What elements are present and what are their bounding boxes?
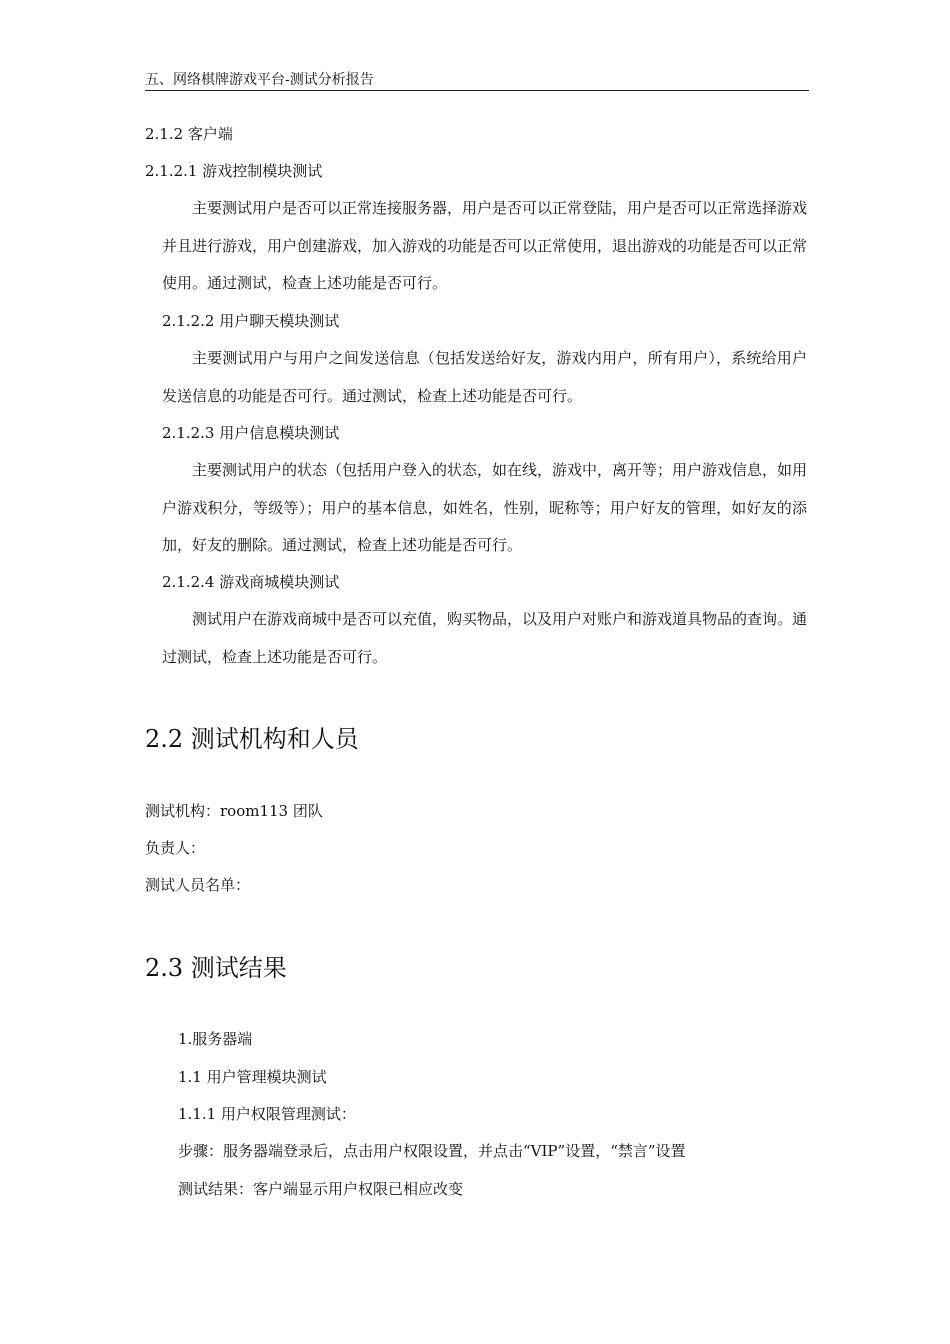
module-heading-game-control: 2.1.2.1 游戏控制模块测试 [145, 162, 323, 180]
result-outcome: 测试结果：客户端显示用户权限已相应改变 [178, 1180, 464, 1198]
result-item-user-management: 1.1 用户管理模块测试 [178, 1068, 327, 1086]
module-heading-user-chat: 2.1.2.2 用户聊天模块测试 [162, 312, 340, 330]
module-body-game-control: 主要测试用户是否可以正常连接服务器，用户是否可以正常登陆，用户是否可以正常选择游戏并且进行游戏，用户创建游戏，加入游戏的功能是否可以正常使用，退出游戏的功能是否可以正常使用。通过测试，检查上述功能是否可行。 [162, 199, 808, 292]
test-org: 测试机构：room113 团队 [145, 802, 323, 820]
test-members: 测试人员名单： [145, 876, 251, 894]
module-heading-user-info: 2.1.2.3 用户信息模块测试 [162, 424, 340, 442]
test-lead: 负责人： [145, 839, 206, 857]
module-body-user-info: 主要测试用户的状态（包括用户登入的状态，如在线，游戏中，离开等；用户游戏信息，如用户游戏积分，等级等）；用户的基本信息，如姓名，性别，昵称等；用户好友的管理，如好友的添加，好友的删除。通过测试，检查上述功能是否可行。 [162, 461, 808, 554]
result-item-permission-test: 1.1.1 用户权限管理测试： [178, 1105, 356, 1123]
module-heading-game-mall: 2.1.2.4 游戏商城模块测试 [162, 573, 340, 591]
module-body-game-mall: 测试用户在游戏商城中是否可以充值，购买物品，以及用户对账户和游戏道具物品的查询。通过测试，检查上述功能是否可行。 [162, 610, 808, 666]
module-body-user-chat: 主要测试用户与用户之间发送信息（包括发送给好友，游戏内用户，所有用户），系统给用户发送信息的功能是否可行。通过测试，检查上述功能是否可行。 [162, 349, 807, 405]
section-heading-client: 2.1.2 客户端 [145, 125, 233, 143]
result-item-server: 1.服务器端 [178, 1030, 253, 1048]
header-title: 五、网络棋牌游戏平台-测试分析报告 [145, 72, 374, 88]
page-header [145, 72, 809, 91]
section-heading-2-2: 2.2 测试机构和人员 [145, 725, 359, 753]
section-heading-2-3: 2.3 测试结果 [145, 954, 287, 982]
result-steps: 步骤：服务器端登录后，点击用户权限设置，并点击“VIP”设置，“禁言”设置 [178, 1142, 686, 1160]
